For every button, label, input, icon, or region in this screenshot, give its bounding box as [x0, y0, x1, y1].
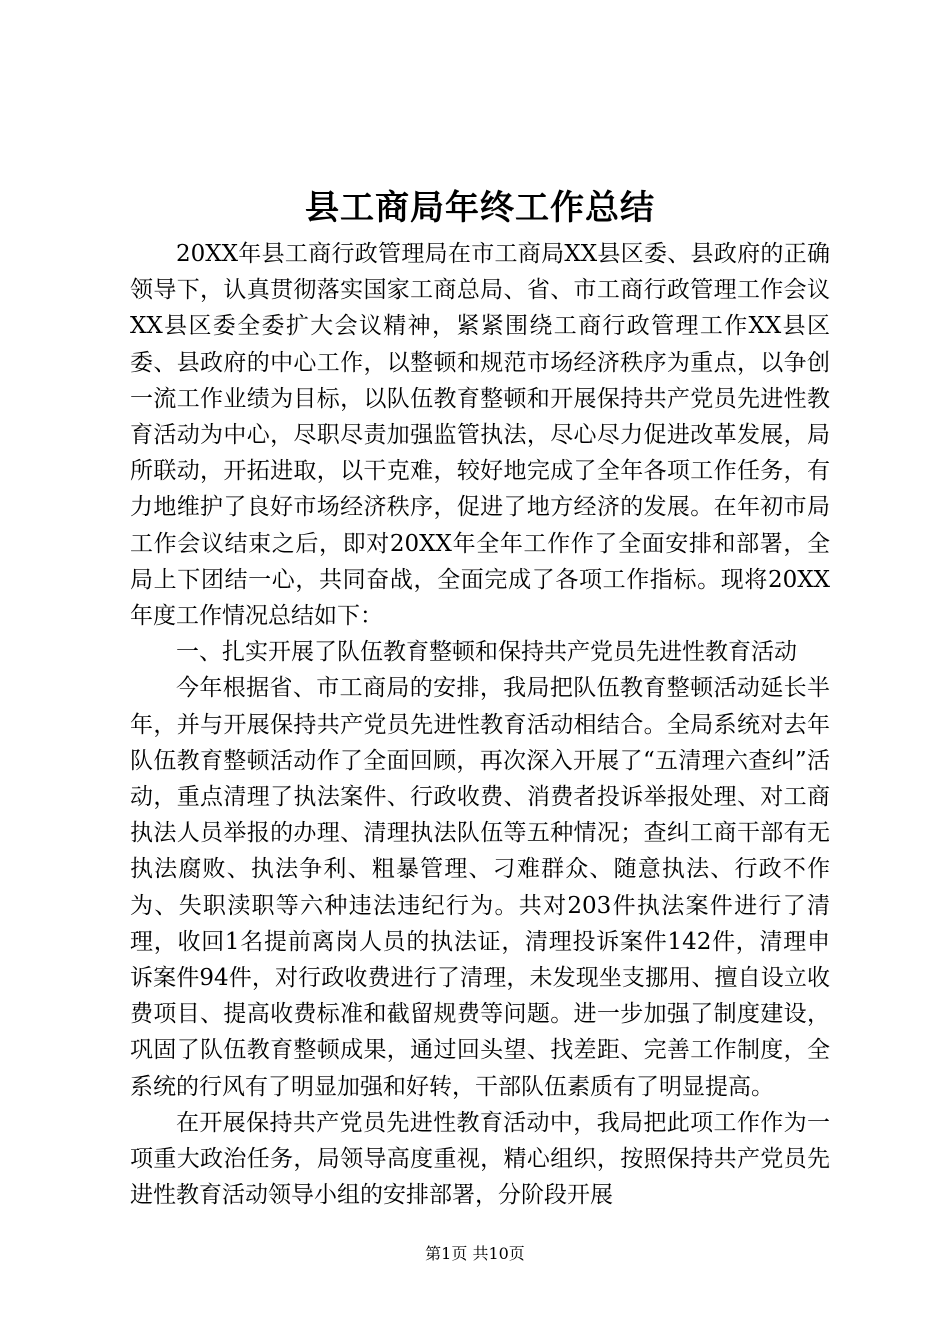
page-number-footer: 第1页 共10页: [425, 1244, 525, 1263]
paragraph-section-1: 今年根据省、市工商局的安排，我局把队伍教育整顿活动延长半年，并与开展保持共产党员先进性教育活动相结合。全局系统对去年队伍教育整顿活动作了全面回顾，再次深入开展了“五清理六查纠”活动，重点清理了执法案件、行政收费、消费者投诉举报处理、对工商执法人员举报的办理、清理执法队伍等五种情况；查纠工商干部有无执法腐败、执法争利、粗暴管理、刁难群众、随意执法、行政不作为、失职渎职等六种违法违纪行为。共对203件执法案件进行了清理，收回1名提前离岗人员的执法证，清理投诉案件142件，清理申诉案件94件，对行政收费进行了清理，未发现坐支挪用、擅自设立收费项目、提高收费标准和截留规费等问题。进一步加强了制度建设，巩固了队伍教育整顿成果，通过回头望、找差距、完善工作制度，全系统的行风有了明显加强和好转，干部队伍素质有了明显提高。: [130, 675, 830, 1100]
section-heading-1: 一、扎实开展了队伍教育整顿和保持共产党员先进性教育活动: [176, 639, 797, 666]
document-body: [130, 236, 830, 1213]
paragraph-party-education: 在开展保持共产党员先进性教育活动中，我局把此项工作作为一项重大政治任务，局领导高度重视，精心组织，按照保持共产党员先进性教育活动领导小组的安排部署，分阶段开展: [130, 1109, 830, 1209]
paragraph-intro: 20XX年县工商行政管理局在市工商局XX县区委、县政府的正确领导下，认真贯彻落实国家工商总局、省、市工商行政管理工作会议XX县区委全委扩大会议精神，紧紧围绕工商行政管理工作XX县区委、县政府的中心工作，以整顿和规范市场经济秩序为重点，以争创一流工作业绩为目标，以队伍教育整顿和开展保持共产党员先进性教育活动为中心，尽职尽责加强监管执法，尽心尽力促进改革发展，局所联动，开拓进取，以干克难，较好地完成了全年各项工作任务，有力地维护了良好市场经济秩序，促进了地方经济的发展。在年初市局工作会议结束之后，即对20XX年全年工作作了全面安排和部署，全局上下团结一心，共同奋战，全面完成了各项工作指标。现将20XX年度工作情况总结如下：: [130, 241, 830, 630]
document-title: 县工商局年终工作总结: [305, 188, 655, 228]
